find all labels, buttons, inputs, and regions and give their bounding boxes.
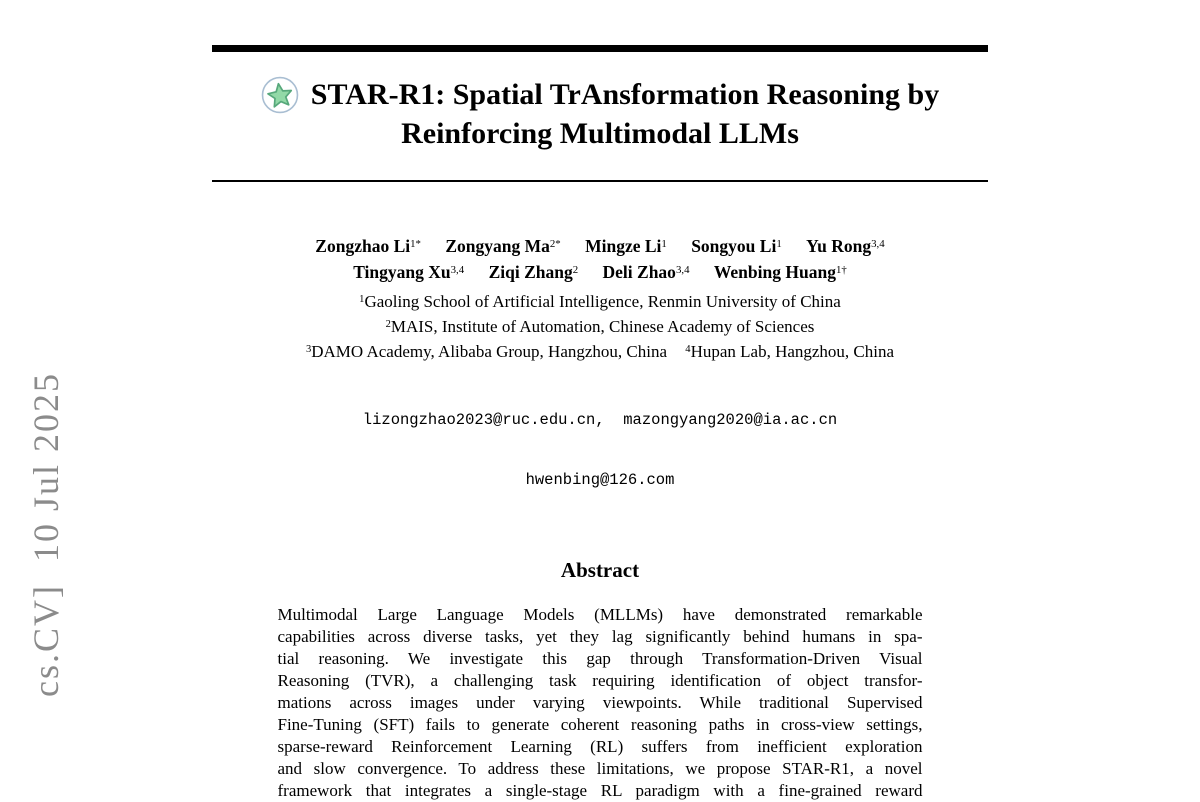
author-affil-mark: 3,4 [871,237,885,250]
affiliation-text: Gaoling School of Artificial Intelligence, Renmin University of China [364,292,841,311]
author-name: Yu Rong [806,236,872,256]
paper-title-line1 [212,75,988,114]
affiliation-block [212,291,988,366]
author-name: Deli Zhao [602,262,676,282]
author-affil-mark: 3,4 [675,263,690,276]
author-row-1 [212,235,988,261]
paper-title-text-line1: STAR-R1: Spatial TrAnsformation Reasoning by [310,78,940,111]
author [353,262,464,282]
affiliation [306,342,667,361]
affiliation-text: DAMO Academy, Alibaba Group, Hangzhou, China [311,342,668,361]
author-name: Mingze Li [585,236,662,256]
author [585,236,667,256]
author-affil-mark: 1* [410,237,421,250]
author [445,236,560,256]
affiliation-mark: 4 [685,343,691,355]
abstract-line: and slow convergence. To address these limitations, we propose STAR-R1, a novel [277,759,923,778]
affiliation-mark: 1 [359,293,365,305]
title-bottom-rule [212,180,988,182]
author-row-2 [212,261,988,287]
author [691,236,782,256]
author-name: Tingyang Xu [353,262,451,282]
email-line: hwenbing@126.com [525,471,675,489]
author-affil-mark: 2* [549,237,561,250]
author-block [212,235,988,287]
author-affil-mark: 2 [572,263,579,276]
author-name: Songyou Li [691,236,777,256]
email-line: lizongzhao2023@ruc.edu.cn, mazongyang2020@ia.ac.cn [362,411,838,429]
abstract-heading: Abstract [560,558,640,582]
author-affil-mark: 1† [835,263,847,276]
affiliation [359,292,841,311]
author-name: Wenbing Huang [713,262,836,282]
affiliation-mark: 3 [305,343,312,355]
arxiv-watermark: cs.CV] 10 Jul 2025 [26,372,66,697]
affiliation [386,317,815,336]
author-affil-mark: 1 [661,237,667,250]
author [806,236,885,256]
abstract-line-partial: framework that integrates a single-stage RL paradigm with a fine-grained reward [277,781,923,800]
affiliation-text: Hupan Lab, Hangzhou, China [690,342,895,361]
affiliation-line [212,341,988,366]
author-affil-mark: 3,4 [450,263,465,276]
paper-page [0,45,1200,800]
affiliation-line [212,291,988,316]
affiliation [685,342,894,361]
star-badge-icon [261,76,299,114]
abstract-line: mations across images under varying viewpoints. While traditional Supervised [277,693,923,712]
author [489,262,579,282]
affiliation-mark: 2 [385,318,391,330]
abstract-line: tial reasoning. We investigate this gap through Transformation-Driven Visual [277,649,923,668]
author [603,262,690,282]
author [315,236,421,256]
paper-title-text-line2: Reinforcing Multimodal LLMs [401,117,799,150]
author-name: Zongyang Ma [445,236,550,256]
top-rule [212,45,988,52]
paper-title [212,75,988,153]
abstract-line: capabilities across diverse tasks, yet they lag significantly behind humans in spa- [277,627,923,646]
author-name: Ziqi Zhang [488,262,573,282]
affiliation-text: MAIS, Institute of Automation, Chinese Academy of Sciences [390,317,815,336]
abstract-line: Reasoning (TVR), a challenging task requiring identification of object transfor- [277,671,923,690]
abstract-line: sparse-reward Reinforcement Learning (RL) suffers from inefficient exploration [277,737,923,756]
author-name: Zongzhao Li [315,236,411,256]
author-affil-mark: 1 [776,237,782,250]
author [714,262,847,282]
abstract-line: Fine-Tuning (SFT) fails to generate coherent reasoning paths in cross-view settings, [277,715,923,734]
paper-content-column [212,45,988,802]
abstract-line: Multimodal Large Language Models (MLLMs) have demonstrated remarkable [277,605,923,624]
affiliation-line [212,316,988,341]
abstract-body [278,604,923,802]
email-block [212,370,988,530]
